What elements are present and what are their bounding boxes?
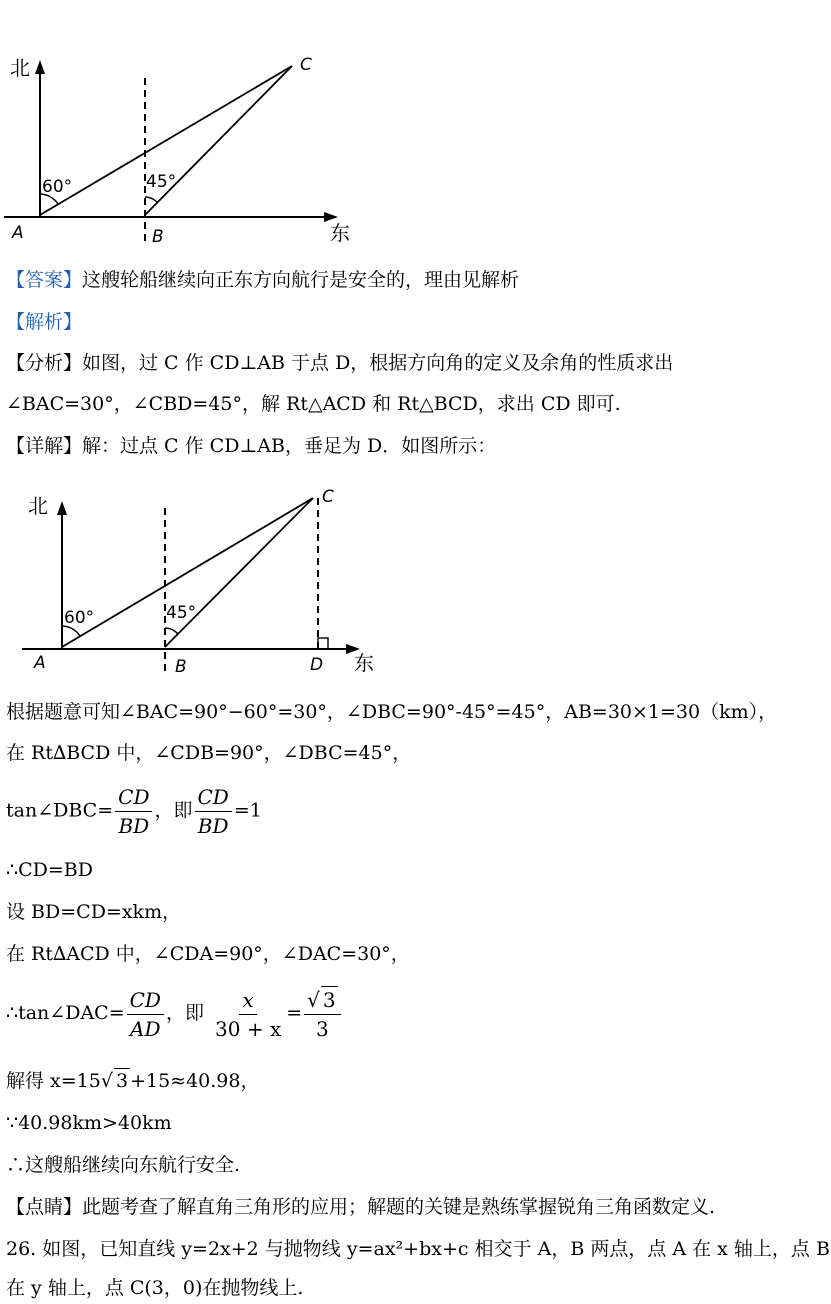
- answer-line: [6, 268, 519, 292]
- north-label-2: 北: [28, 494, 48, 518]
- answer-tag: 【答案】: [6, 269, 83, 291]
- problem-26-line-1: 26. 如图，已知直线 y=2x+2 与抛物线 y=ax²+bx+c 相交于 A，B 两点，点 A 在 x 轴上，点 B: [6, 1238, 830, 1260]
- angle-60-label: 60°: [42, 177, 73, 197]
- solution-line-5: 设 BD=CD=xkm，: [6, 901, 182, 923]
- figure-2: [0, 480, 400, 685]
- angle-60-label-2: 60°: [64, 608, 95, 628]
- solution-line-8: 解得 x=15√ 3 +15≈40.98，: [6, 1070, 260, 1092]
- dianjing-line: [6, 1195, 715, 1219]
- fraction-cd-bd-2: [195, 784, 232, 839]
- xiangjie-tag: 【详解】: [6, 435, 83, 457]
- fenxi-tag: 【分析】: [6, 352, 83, 374]
- solution-line-9: ∵40.98km>40km: [6, 1112, 172, 1134]
- fraction-cd-ad: [127, 987, 164, 1042]
- point-C-label-2: C: [322, 487, 334, 507]
- fraction-numerator-2: CD: [195, 784, 232, 812]
- east-label-2: 东: [354, 651, 374, 675]
- solve-x-prefix: 解得 x=15: [6, 1070, 101, 1092]
- solution-line-4: ∴CD=BD: [6, 859, 93, 881]
- analysis-tag: 【解析】: [6, 311, 83, 333]
- sqrt3-num: 3: [322, 988, 336, 1012]
- analysis-line: [6, 310, 82, 334]
- dianjing-tag: 【点睛】: [6, 1196, 83, 1218]
- angle-45-label: 45°: [146, 172, 177, 192]
- solve-x-post: +15≈40.98，: [130, 1070, 260, 1092]
- solution-line-6: 在 Rt∆ACD 中，∠CDA=90°，∠DAC=30°，: [6, 943, 410, 965]
- solve-x-sqrt: 3: [115, 1070, 129, 1092]
- fraction-30x-den: 30 + x: [215, 1016, 282, 1041]
- north-label: 北: [10, 56, 30, 80]
- solution-line-7: [6, 986, 343, 1042]
- tan-dac-prefix: ∴tan∠DAC=: [6, 1002, 125, 1024]
- fenxi-line-2: ∠BAC=30°，∠CBD=45°，解 Rt△ACD 和 Rt△BCD，求出 CD 即可.: [6, 393, 621, 415]
- east-label: 东: [330, 221, 350, 245]
- equals-sign: =: [286, 1002, 303, 1024]
- point-B-label: B: [152, 227, 164, 247]
- solution-line-10: ∴这艘船继续向东航行安全.: [6, 1154, 241, 1176]
- xiangjie-line: [6, 434, 496, 458]
- point-B-label-2: B: [175, 657, 187, 677]
- fraction-cd-ad-num: CD: [127, 987, 164, 1015]
- answer-text: 这艘轮船继续向正东方向航行是安全的，理由见解析: [82, 269, 520, 291]
- fraction-numerator: CD: [115, 784, 152, 812]
- point-A-label-2: A: [34, 653, 46, 673]
- angle-45-label-2: 45°: [166, 603, 197, 623]
- fenxi-text-1: 如图，过 C 作 CD⊥AB 于点 D，根据方向角的定义及余角的性质求出: [82, 352, 674, 374]
- solution-line-3: [6, 784, 262, 839]
- fraction-sqrt3-3: $\frac{√ 3}{3}$: [304, 986, 340, 1042]
- solution-line-1: 根据题意可知∠BAC=90°−60°=30°，∠DBC=90°-45°=45°，AB=30×1=30（km），: [6, 701, 778, 723]
- fraction-cd-bd: [115, 784, 152, 839]
- fraction-denominator: BD: [118, 814, 150, 838]
- dianjing-text: 此题考查了解直角三角形的应用；解题的关键是熟练掌握锐角三角函数定义.: [82, 1196, 716, 1218]
- point-C-label: C: [300, 55, 312, 75]
- point-D-label-2: D: [310, 655, 324, 675]
- fenxi-line-1: [6, 351, 673, 375]
- tan-dac-mid: ，即: [165, 1002, 204, 1024]
- fraction-x-30x: [212, 987, 284, 1042]
- fraction-x-num: x: [239, 987, 256, 1015]
- fraction-cd-ad-den: AD: [130, 1016, 161, 1041]
- figure-1: [0, 40, 400, 255]
- tan-dbc-prefix: tan∠DBC=: [6, 799, 114, 822]
- problem-26-line-2: 在 y 轴上，点 C(3，0)在抛物线上.: [6, 1277, 304, 1299]
- tan-dbc-mid: ，即: [154, 799, 193, 822]
- point-A-label: A: [12, 223, 24, 243]
- solution-line-2: 在 Rt∆BCD 中，∠CDB=90°，∠DBC=45°，: [6, 742, 412, 764]
- sqrt3-den: 3: [316, 1017, 329, 1041]
- xiangjie-text: 解：过点 C 作 CD⊥AB，垂足为 D．如图所示：: [82, 435, 497, 457]
- fraction-denominator-2: BD: [197, 814, 229, 838]
- tan-dbc-post: =1: [233, 799, 262, 822]
